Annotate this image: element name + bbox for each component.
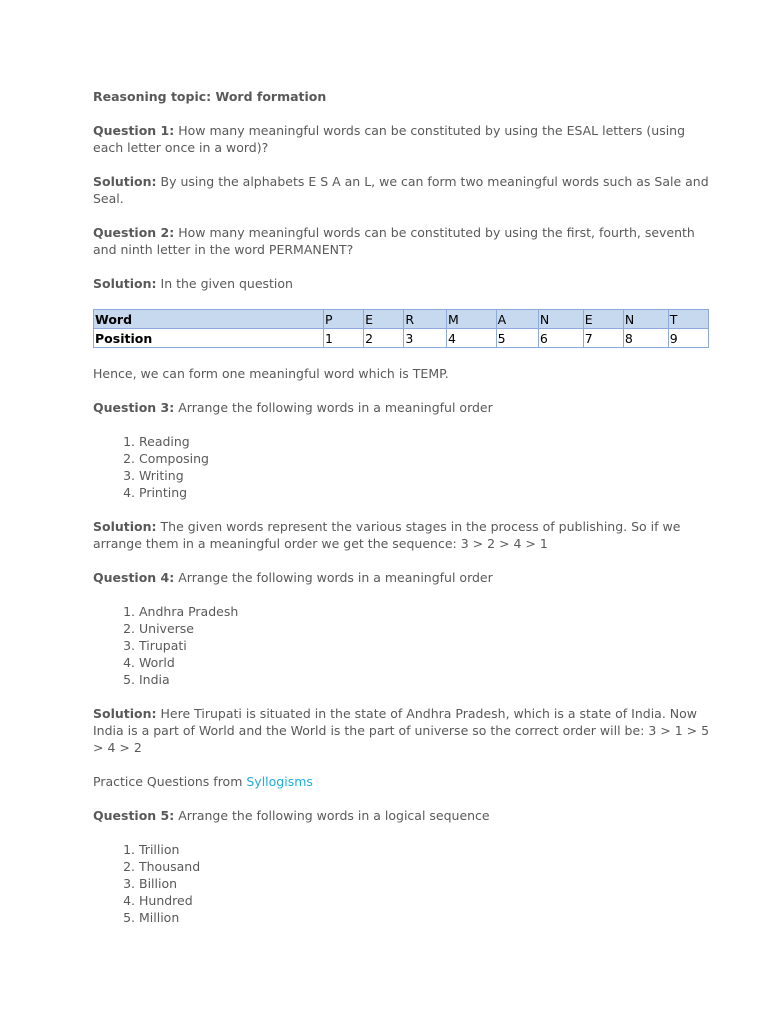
solution-3-text: The given words represent the various stages in the process of publishing. So if we arrange them in a meaningful order we get the sequence: 3 > 2 > 4 > 1 bbox=[93, 519, 681, 551]
letter-position-table bbox=[93, 309, 709, 348]
topic-heading bbox=[93, 88, 713, 105]
list-item: 4. Hundred bbox=[139, 892, 713, 909]
list-item: 1. Andhra Pradesh bbox=[139, 603, 713, 620]
table-row-word bbox=[94, 310, 709, 329]
list-item: 2. Thousand bbox=[139, 858, 713, 875]
list-item: 1. Reading bbox=[139, 433, 713, 450]
question-3-text: Arrange the following words in a meaningful order bbox=[174, 400, 493, 415]
table-row-position bbox=[94, 329, 709, 348]
syllogisms-link[interactable]: Syllogisms bbox=[246, 774, 313, 789]
question-2-label: Question 2: bbox=[93, 225, 175, 240]
question-4-list bbox=[93, 603, 713, 688]
question-5-text: Arrange the following words in a logical sequence bbox=[174, 808, 490, 823]
list-item: 3. Billion bbox=[139, 875, 713, 892]
question-1-text: How many meaningful words can be constituted by using the ESAL letters (using each letter once in a word)? bbox=[93, 123, 686, 155]
table-cell: E bbox=[364, 310, 404, 329]
solution-2-text: In the given question bbox=[156, 276, 293, 291]
solution-2-conclusion: Hence, we can form one meaningful word which is TEMP. bbox=[93, 366, 449, 381]
list-item: 2. Universe bbox=[139, 620, 713, 637]
table-cell: P bbox=[324, 310, 364, 329]
list-item: 5. India bbox=[139, 671, 713, 688]
table-cell: N bbox=[623, 310, 668, 329]
solution-4-text: Here Tirupati is situated in the state of Andhra Pradesh, which is a state of India. Now India is a part of World and the World is the part of universe so the correct order will be: 3 > 1 > 5 > 4 > 2 bbox=[93, 706, 710, 755]
question-3-label: Question 3: bbox=[93, 400, 175, 415]
list-item: 2. Composing bbox=[139, 450, 713, 467]
question-4-text: Arrange the following words in a meaningful order bbox=[174, 570, 493, 585]
question-4 bbox=[93, 569, 713, 586]
solution-1-label: Solution: bbox=[93, 174, 157, 189]
solution-4-label: Solution: bbox=[93, 706, 157, 721]
table-cell: T bbox=[668, 310, 708, 329]
list-item: 1. Trillion bbox=[139, 841, 713, 858]
question-2 bbox=[93, 224, 713, 258]
table-cell: 5 bbox=[496, 329, 538, 348]
table-cell: 2 bbox=[364, 329, 404, 348]
table-cell: 4 bbox=[446, 329, 496, 348]
solution-4 bbox=[93, 705, 713, 756]
solution-2-label: Solution: bbox=[93, 276, 157, 291]
practice-text: Practice Questions from bbox=[93, 774, 247, 789]
question-4-label: Question 4: bbox=[93, 570, 175, 585]
table-cell: 8 bbox=[623, 329, 668, 348]
question-5 bbox=[93, 807, 713, 824]
table-cell: 1 bbox=[324, 329, 364, 348]
table-cell: 9 bbox=[668, 329, 708, 348]
question-5-label: Question 5: bbox=[93, 808, 175, 823]
list-item: 4. Printing bbox=[139, 484, 713, 501]
solution-3-label: Solution: bbox=[93, 519, 157, 534]
table-cell: 6 bbox=[538, 329, 583, 348]
list-item: 3. Writing bbox=[139, 467, 713, 484]
table-cell: R bbox=[404, 310, 447, 329]
solution-2 bbox=[93, 275, 713, 292]
topic-label: Reasoning topic: Word formation bbox=[93, 89, 327, 104]
solution-1-text: By using the alphabets E S A an L, we can form two meaningful words such as Sale and Seal. bbox=[93, 174, 709, 206]
list-item: 4. World bbox=[139, 654, 713, 671]
question-1-label: Question 1: bbox=[93, 123, 175, 138]
table-cell: 7 bbox=[583, 329, 623, 348]
question-5-list bbox=[93, 841, 713, 926]
table-cell: N bbox=[538, 310, 583, 329]
list-item: 5. Million bbox=[139, 909, 713, 926]
table-cell: A bbox=[496, 310, 538, 329]
question-1 bbox=[93, 122, 713, 156]
table-cell: M bbox=[446, 310, 496, 329]
table-header-word: Word bbox=[94, 310, 324, 329]
practice-questions-line bbox=[93, 773, 713, 790]
table-header-position: Position bbox=[94, 329, 324, 348]
table-cell: E bbox=[583, 310, 623, 329]
question-3-list bbox=[93, 433, 713, 501]
document-page bbox=[93, 88, 713, 943]
question-2-text: How many meaningful words can be constituted by using the first, fourth, seventh and ninth letter in the word PERMANENT? bbox=[93, 225, 695, 257]
table-cell: 3 bbox=[404, 329, 447, 348]
question-3 bbox=[93, 399, 713, 416]
list-item: 3. Tirupati bbox=[139, 637, 713, 654]
solution-3 bbox=[93, 518, 713, 552]
solution-1 bbox=[93, 173, 713, 207]
